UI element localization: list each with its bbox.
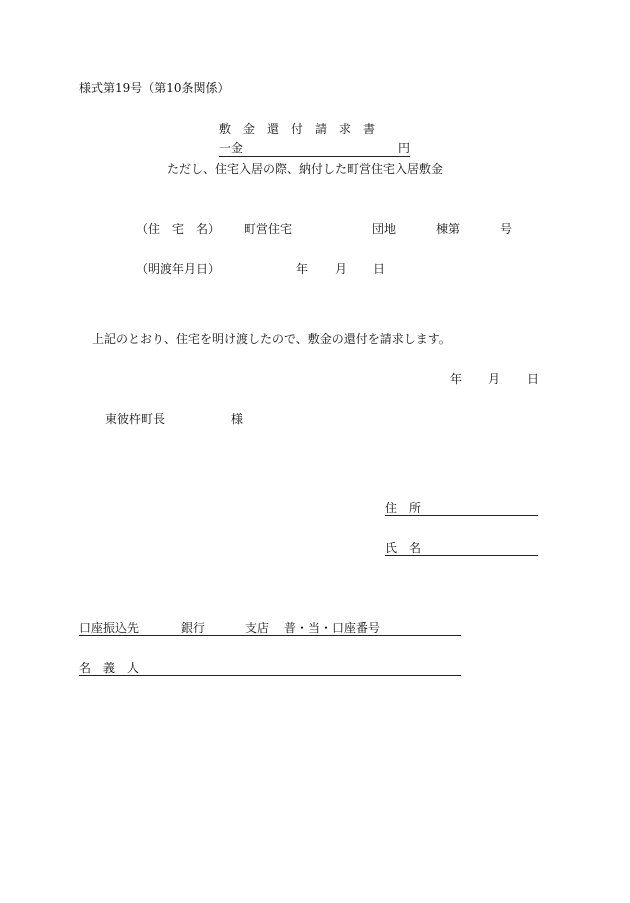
request-year-text: 年 xyxy=(450,372,463,386)
applicant-address-field[interactable] xyxy=(385,502,538,516)
name-label: 氏 名 xyxy=(385,541,422,555)
amount-field[interactable] xyxy=(219,142,410,157)
building-number-text: 棟第 xyxy=(436,222,461,236)
room-number-text: 号 xyxy=(500,222,513,236)
address-label: 住 所 xyxy=(385,501,422,515)
vacate-date-label: （明渡年月日） xyxy=(136,262,221,276)
request-statement: 上記のとおり、住宅を明け渡したので、敷金の還付を請求します。 xyxy=(92,332,451,346)
request-day-text: 日 xyxy=(527,372,540,386)
account-holder-label: 名 義 人 xyxy=(79,661,140,675)
vacate-month-text: 月 xyxy=(335,262,348,276)
bank-label: 口座振込先 xyxy=(79,621,140,635)
applicant-name-field[interactable] xyxy=(385,542,538,556)
account-type-text: 普・当・口座番号 xyxy=(284,621,381,635)
vacate-year-text: 年 xyxy=(296,262,309,276)
vacate-day-text: 日 xyxy=(373,262,386,276)
town-housing-text: 町営住宅 xyxy=(244,222,293,236)
request-month-text: 月 xyxy=(488,372,501,386)
proviso-text: ただし、住宅入居の際、納付した町営住宅入居敷金 xyxy=(167,162,444,176)
document-title: 敷 金 還 付 請 求 書 xyxy=(219,122,376,136)
branch-text: 支店 xyxy=(245,621,270,635)
complex-text: 団地 xyxy=(372,222,397,236)
addressee-name: 東彼杵町長 xyxy=(105,412,166,426)
amount-prefix: 一金 xyxy=(219,141,244,155)
amount-suffix: 円 xyxy=(397,141,410,155)
addressee-honorific: 様 xyxy=(231,412,244,426)
form-number: 様式第19号（第10条関係） xyxy=(79,81,230,95)
housing-label: （住 宅 名） xyxy=(136,222,221,236)
bank-account-field[interactable] xyxy=(79,622,461,636)
account-holder-field[interactable] xyxy=(79,662,461,676)
bank-name-text: 銀行 xyxy=(181,621,206,635)
